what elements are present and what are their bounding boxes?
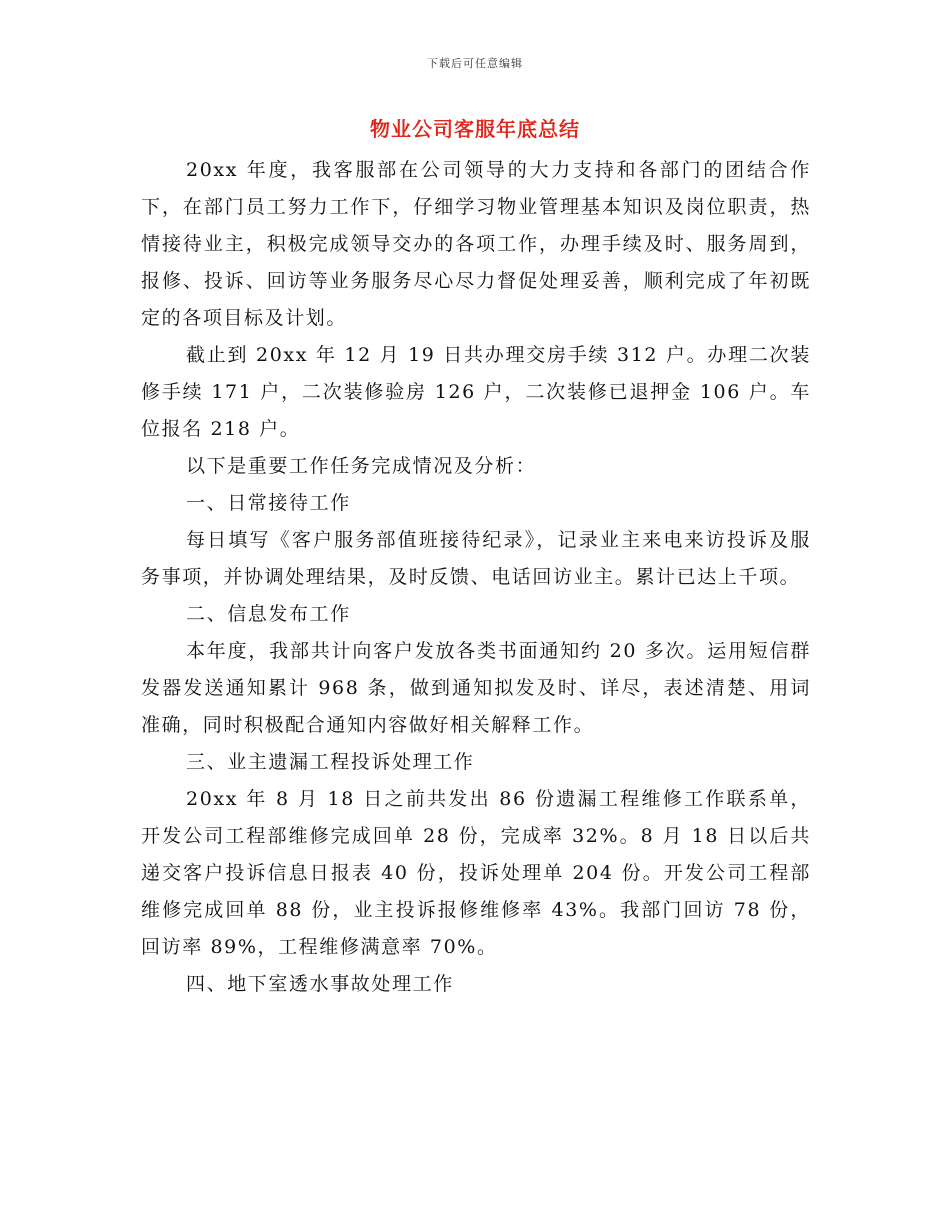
paragraph-daily-reception: 每日填写《客户服务部值班接待纪录》，记录业主来电来访投诉及服务事项，并协调处理结果，及时反馈、电话回访业主。累计已达上千项。	[141, 529, 811, 588]
section-heading-basement-leak: 四、地下室透水事故处理工作	[186, 973, 454, 995]
section-heading-complaints: 三、业主遗漏工程投诉处理工作	[186, 751, 475, 773]
paragraph-summary-lead: 以下是重要工作任务完成情况及分析：	[186, 455, 537, 477]
section-heading-daily-reception: 一、日常接待工作	[186, 492, 351, 514]
paragraph-info-release: 本年度，我部共计向客户发放各类书面通知约 20 多次。运用短信群发器发送通知累计 968 条，做到通知拟发及时、详尽，表述清楚、用词准确，同时积极配合通知内容做好相关解释工作。	[141, 640, 811, 736]
paragraph-complaints: 20xx 年 8 月 18 日之前共发出 86 份遗漏工程维修工作联系单，开发公司工程部维修完成回单 28 份，完成率 32%。8 月 18 日以后共递交客户投诉信息日报表 40 份，投诉处理单 204 份。开发公司工程部维修完成回单 88 份，业主投诉报修维修率 43%。我部门回访 78 份，回访率 89%，工程维修满意率 70%。	[141, 788, 811, 958]
paragraph-intro: 20xx 年度，我客服部在公司领导的大力支持和各部门的团结合作下，在部门员工努力工作下，仔细学习物业管理基本知识及岗位职责，热情接待业主，积极完成领导交办的各项工作，办理手续及时、服务周到，报修、投诉、回访等业务服务尽心尽力督促处理妥善，顺利完成了年初既定的各项目标及计划。	[141, 159, 811, 329]
document-body	[141, 152, 811, 1003]
section-heading-info-release: 二、信息发布工作	[186, 603, 351, 625]
paragraph-statistics: 截止到 20xx 年 12 月 19 日共办理交房手续 312 户。办理二次装修手续 171 户，二次装修验房 126 户，二次装修已退押金 106 户。车位报名 218 户。	[141, 344, 811, 440]
header-note: 下载后可任意编辑	[427, 57, 523, 70]
document-title: 物业公司客服年底总结	[370, 117, 580, 141]
